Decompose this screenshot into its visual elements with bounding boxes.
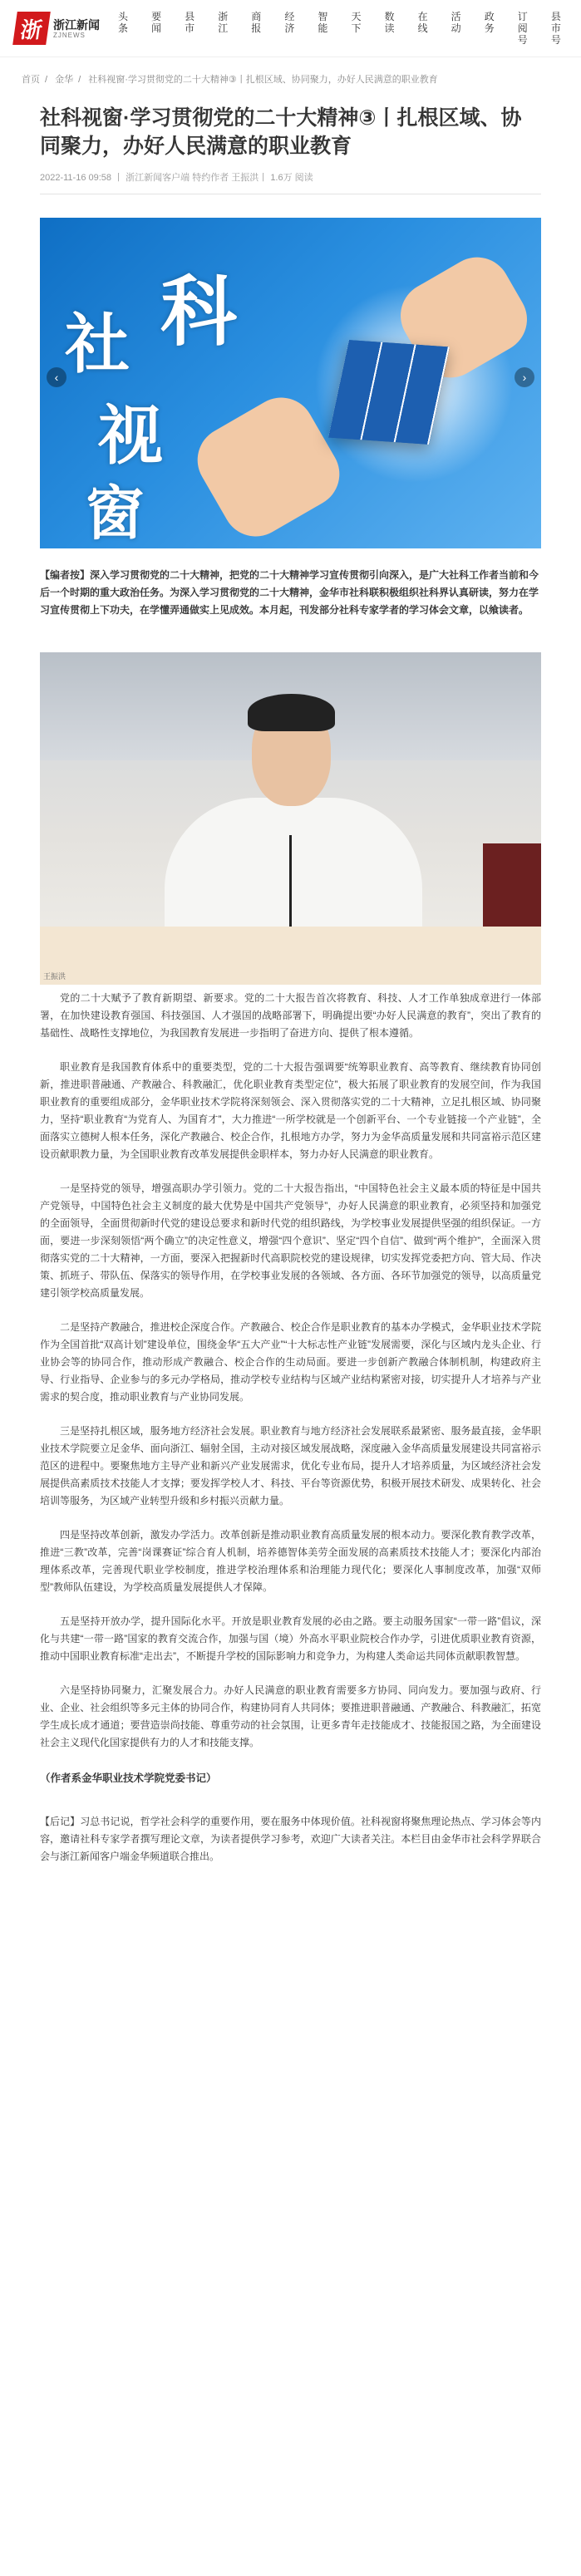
author-photo — [40, 652, 541, 985]
nav-item-dingyuehao[interactable]: 订阅号 — [517, 11, 528, 46]
logo-text: 浙江新闻 — [53, 17, 100, 32]
breadcrumb-article: 社科视窗·学习贯彻党的二十大精神③丨扎根区域、协同聚力，办好人民满意的职业教育 — [88, 75, 438, 85]
photo-table — [40, 927, 541, 985]
article-paragraph: 三是坚持扎根区域，服务地方经济社会发展。职业教育与地方经济社会发展联系最紧密、服务最直接，金华职业技术学院要立足金华、面向浙江、辐射全国，主动对接区域发展战略，深度融入金华高质量发展建设共同富裕示范区的进程中。要聚焦地方主导产业和新兴产业发展需求，优化专业布局，提升人才培养质量，为区域经济社会发展提供高素质技术技能人才支撑；要发挥学校人才、科技、平台等资源优势，积极开展技术研发、成果转化、社会培训等服务，为区域产业转型升级和乡村振兴贡献力量。 — [40, 1425, 541, 1507]
breadcrumb: 首页 / 金华 / 社科视窗·学习贯彻党的二十大精神③丨扎根区域、协同聚力，办好人民满意的职业教育 — [22, 75, 438, 85]
article-paragraph: 六是坚持协同聚力，汇聚发展合力。办好人民满意的职业教育需要多方协同、同向发力。要加强与政府、行业、企业、社会组织等多元主体的协同合作，构建协同育人共同体；要推进职普融通、产教融合、科教融汇，拓宽学生成长成才通道；要营造崇尚技能、尊重劳动的社会氛围，让更多青年走技能成才、技能报国之路，为全面建设社会主义现代化国家提供有力的人才和技能支撑。 — [40, 1684, 541, 1748]
nav-item-shangbao[interactable]: 商报 — [251, 11, 262, 34]
banner-char-chuang: 窗 — [86, 479, 144, 548]
article-paragraph: 四是坚持改革创新，激发办学活力。改革创新是推动职业教育高质量发展的根本动力。要深化教育教学改革，推进“三教”改革，完善“岗课赛证”综合育人机制，培养德智体美劳全面发展的高素质技术技能人才；要深化内部治理体系改革，完善现代职业学校制度，推进学校治理体系和治理能力现代化；要深化人事制度改革，加强“双师型”教师队伍建设，为学校高质量发展提供人才保障。 — [40, 1529, 541, 1593]
author-signature: （作者系金华职业技术学院党委书记） — [40, 1772, 217, 1784]
postscript-text: 习总书记说，哲学社会科学的重要作用，要在服务中体现价值。社科视窗将聚焦理论热点、学习体会等内容，邀请社科专家学者撰写理论文章，为读者提供学习参考，欢迎广大读者关注。本栏目由金华市社会科学界联合会与浙江新闻客户端金华频道联合推出。 — [40, 1816, 541, 1862]
nav-item-zhejiang[interactable]: 浙江 — [218, 11, 229, 34]
article-paragraph: 一是坚持党的领导，增强高职办学引领力。党的二十大报告指出，“中国特色社会主义最本质的特征是中国共产党领导，中国特色社会主义制度的最大优势是中国共产党领导”，办好人民满意的职业教育，必须坚持和加强党的全面领导，全面贯彻新时代党的建设总要求和新时代党的组织路线，为学校事业发展提供坚强的组织保证。一方面，要进一步深刻领悟“两个确立”的决定性意义，增强“四个意识”、坚定“四个自信”、做到“两个维护”，全面深入贯彻落实党的二十大精神，一方面，要深入把握新时代高职院校党的建设规律，切实发挥党委把方向、管大局、作决策、抓班子、带队伍、保落实的领导作用，在学校事业发展的各领域、各方面、各环节加强党的领导，以高质量党建引领学校高质量发展。 — [40, 1182, 541, 1299]
nav-item-tianxia[interactable]: 天下 — [351, 11, 362, 34]
nav-item-xianshihao[interactable]: 县市号 — [550, 11, 561, 46]
logo-subtext: ZJNEWS — [53, 31, 86, 39]
nav-item-zaixian[interactable]: 在线 — [417, 11, 428, 34]
top-header — [0, 0, 581, 57]
article-meta: 2022-11-16 09:58 丨 浙江新闻客户端 特约作者 王振洪丨 1.6万 阅读 — [40, 173, 313, 183]
nav-item-toutiao[interactable]: 头条 — [118, 11, 129, 34]
postscript-label: 【后记】 — [40, 1816, 81, 1827]
nav-item-jingji[interactable]: 经济 — [284, 11, 295, 34]
banner-char-she: 社 — [65, 307, 130, 382]
nav-item-huodong[interactable]: 活动 — [451, 11, 461, 34]
cube-graphic — [328, 340, 450, 445]
banner-char-ke: 科 — [160, 267, 238, 356]
nav-item-zhineng[interactable]: 智能 — [318, 11, 328, 34]
editor-note-text: 深入学习贯彻党的二十大精神，把党的二十大精神学习宣传贯彻引向深入，是广大社科工作者当前和今后一个时期的重大政治任务。为深入学习贯彻党的二十大精神，金华市社科联积极组织社科界认真研读，努力在学习宣传贯彻上下功夫，在学懂弄通做实上见成效。本月起，刊发部分社科专家学者的学习体会文章，以飨读者。 — [40, 569, 539, 616]
article-paragraph: 二是坚持产教融合，推进校企深度合作。产教融合、校企合作是职业教育的基本办学模式，金华职业技术学院作为全国首批“双高计划”建设单位，围绕金华“五大产业”“十大标志性产业链”发展需要，深化与区域内龙头企业、行业协会等的协同合作，推动形成产教融合、校企合作的生动局面。要进一步创新产教融合体制机制，构建政府主导、行业指导、企业参与的多元办学格局，推动学校专业结构与区域产业结构紧密对接，切实提升人才培养与产业需求的契合度，推动职业教育与产业协同发展。 — [40, 1321, 541, 1403]
editor-note-label: 【编者按】 — [40, 569, 91, 581]
carousel-prev-icon[interactable]: ‹ — [47, 367, 66, 387]
photo-caption: 王振洪 — [43, 972, 66, 981]
carousel-next-icon[interactable]: › — [515, 367, 534, 387]
logo-mark: 浙 — [12, 12, 51, 45]
photo-person-hair — [248, 694, 335, 731]
article-paragraph: 党的二十大赋予了教育新期望、新要求。党的二十大报告首次将教育、科技、人才工作单独成章进行一体部署，在加快建设教育强国、科技强国、人才强国的战略部署下，明确提出要“办好人民满意的教育”，突出了教育的基础性、战略性支撑地位，为我国教育发展进一步指明了奋进方向、提供了根本遵循。 — [40, 992, 541, 1039]
editor-note — [40, 567, 541, 619]
main-nav — [106, 11, 581, 46]
nav-item-xianshi[interactable]: 县市 — [185, 11, 195, 34]
nav-item-shudu[interactable]: 数读 — [384, 11, 395, 34]
article-paragraph: 职业教育是我国教育体系中的重要类型，党的二十大报告强调要“统筹职业教育、高等教育、继续教育协同创新，推进职普融通、产教融合、科教融汇，优化职业教育类型定位”，极大拓展了职业教育的发展空间，作为我国职业教育的重要组成部分，金华职业技术学院将深刻领会、深入贯彻落实党的二十大精神，立足扎根区域、协同聚力，坚持“职业教育“为党育人、为国育才”，大力推进“一所学校就是一个创新平台、一个专业链接一个产业链”，全面落实立德树人根本任务，深化产教融合、校企合作，扎根地方办学，努力为金华高质量发展和共同富裕示范区建设贡献职教力量，为全国职业教育改革发展提供金职样本，努力办好人民满意的职业教育。 — [40, 1061, 541, 1160]
banner-char-shi: 视 — [98, 398, 164, 474]
site-logo[interactable] — [0, 12, 106, 45]
photo-microphone — [289, 835, 292, 935]
postscript — [40, 1813, 541, 1866]
article-paragraph: 五是坚持开放办学，提升国际化水平。开放是职业教育发展的必由之路。要主动服务国家“一带一路”倡议，深化与共建“一带一路”国家的教育交流合作，加强与国（境）外高水平职业院校合作办学，引进优质职业教育资源，推动中国职业教育标准“走出去”，不断提升学校的国际影响力和竞争力，为构建人类命运共同体贡献职教智慧。 — [40, 1615, 541, 1662]
breadcrumb-home[interactable]: 首页 — [22, 75, 40, 85]
nav-item-yaowen[interactable]: 要闻 — [151, 11, 162, 34]
banner-image — [40, 218, 541, 548]
nav-item-zhengwu[interactable]: 政务 — [484, 11, 495, 34]
breadcrumb-jinhua[interactable]: 金华 — [55, 75, 74, 85]
article-title: 社科视窗·学习贯彻党的二十大精神③丨扎根区域、协同聚力，办好人民满意的职业教育 — [40, 106, 522, 158]
